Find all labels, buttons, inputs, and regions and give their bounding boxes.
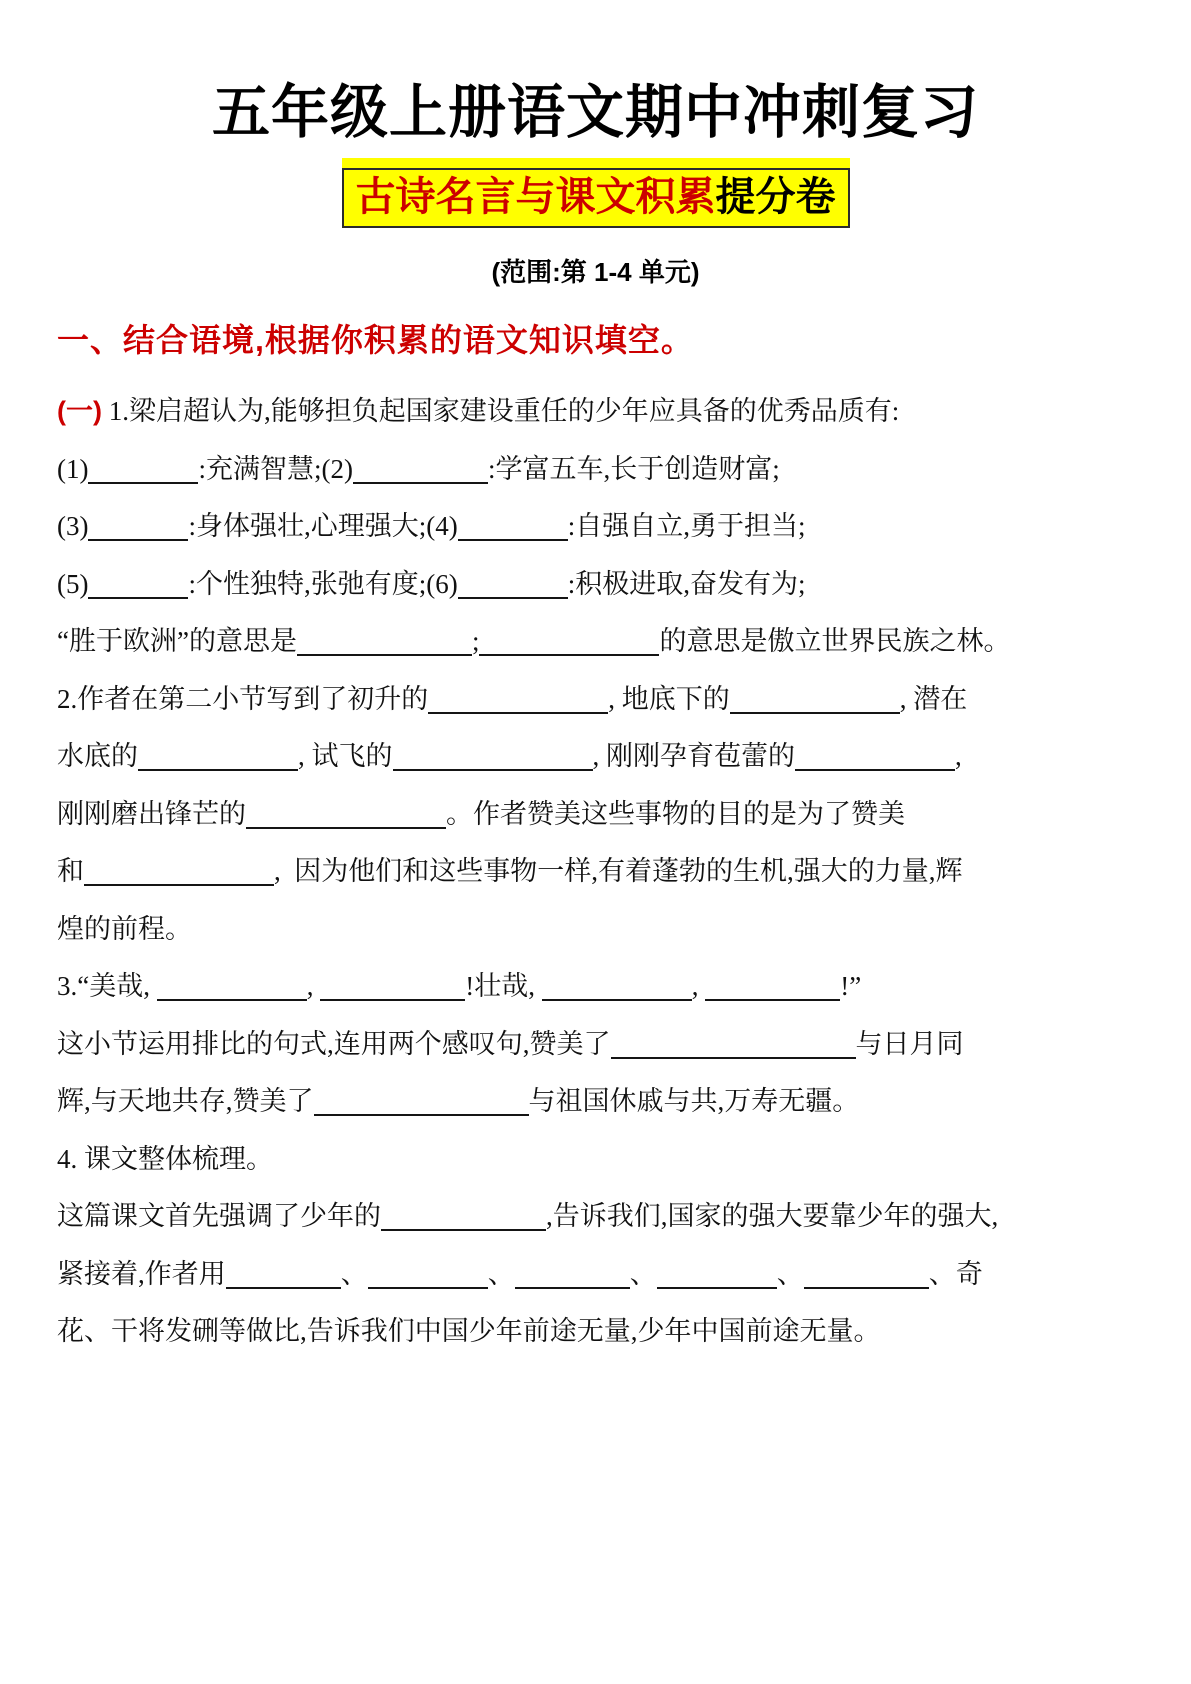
text-segment: 辉,与天地共存,赞美了	[57, 1086, 314, 1116]
text-line	[57, 613, 1135, 671]
fill-in-blank	[458, 593, 568, 599]
banner-row	[0, 158, 1191, 228]
fill-in-blank	[157, 995, 307, 1001]
text-segment: 水底的	[57, 741, 138, 771]
text-segment: :个性独特,张弛有度;(6)	[188, 568, 458, 599]
text-segment: 、	[340, 1258, 368, 1289]
fill-in-blank	[84, 880, 274, 886]
text-segment: 与祖国休戚与共,万寿无疆。	[528, 1086, 860, 1116]
fill-in-blank	[314, 1110, 529, 1116]
text-line	[57, 441, 1135, 499]
text-line	[57, 1073, 1135, 1131]
fill-in-blank	[428, 708, 608, 714]
text-segment: (一)	[57, 396, 102, 426]
text-segment: 。作者赞美这些事物的目的是为了赞美	[446, 798, 905, 829]
text-segment: :自强自立,勇于担当;	[567, 511, 806, 541]
text-segment: 、奇	[928, 1258, 983, 1289]
text-segment: ,	[955, 741, 962, 771]
text-segment: 与日月同	[855, 1028, 964, 1059]
text-segment: (3)	[57, 511, 89, 541]
text-line	[57, 1131, 1135, 1189]
text-segment: :充满智慧;(2)	[198, 453, 353, 484]
text-segment: ,	[306, 971, 321, 1001]
fill-in-blank	[730, 708, 900, 714]
text-segment: 紧接着,作者用	[57, 1258, 226, 1289]
text-segment: :身体强壮,心理强大;(4)	[188, 511, 458, 541]
fill-in-blank	[804, 1283, 929, 1289]
fill-in-blank	[393, 765, 593, 771]
fill-in-blank	[138, 765, 298, 771]
text-segment: “胜于欧洲”的意思是	[57, 626, 297, 656]
text-segment: 4. 课文整体梳理。	[57, 1143, 273, 1174]
fill-in-blank	[515, 1283, 630, 1289]
text-segment: 花、干将发硎等做比,告诉我们中国少年前途无量,少年中国前途无量。	[57, 1316, 881, 1346]
fill-in-blank	[368, 1283, 488, 1289]
text-segment: 、	[776, 1258, 804, 1289]
scope-note: (范围:第 1-4 单元)	[491, 257, 700, 287]
fill-in-blank	[795, 765, 955, 771]
fill-in-blank	[88, 593, 188, 599]
text-line	[57, 671, 1135, 729]
text-line	[57, 498, 1135, 556]
text-line	[57, 901, 1135, 959]
text-segment: 煌的前程。	[57, 913, 192, 944]
text-segment: !”	[840, 971, 862, 1001]
fill-in-blank	[705, 995, 840, 1001]
text-segment: (5)	[57, 568, 89, 599]
fill-in-blank	[226, 1283, 341, 1289]
fill-in-blank	[297, 650, 472, 656]
text-segment: ,	[691, 971, 706, 1001]
fill-in-blank	[246, 823, 446, 829]
text-segment: !壮哉,	[465, 971, 542, 1001]
text-line	[57, 1016, 1135, 1074]
fill-in-blank	[458, 535, 568, 541]
text-segment: 这小节运用排比的句式,连用两个感叹句,赞美了	[57, 1028, 611, 1059]
text-segment: 的意思是傲立世界民族之林。	[659, 626, 1011, 656]
text-segment: 2.作者在第二小节写到了初升的	[57, 683, 429, 714]
text-segment: , 刚刚孕育苞蕾的	[592, 741, 795, 771]
text-segment: , 因为他们和这些事物一样,有着蓬勃的生机,强大的力量,辉	[274, 856, 963, 886]
text-segment: 、	[487, 1258, 515, 1289]
banner-highlight-text: 古诗名言与课文积累	[355, 175, 716, 219]
text-line	[57, 383, 1135, 441]
text-line	[57, 1303, 1135, 1361]
text-segment: 刚刚磨出锋芒的	[57, 798, 246, 829]
text-segment: 和	[57, 856, 84, 886]
fill-in-blank	[611, 1053, 856, 1059]
text-segment: (1)	[57, 453, 89, 484]
text-line	[57, 843, 1135, 901]
fill-in-blank	[88, 535, 188, 541]
text-segment: , 地底下的	[608, 683, 730, 714]
text-segment: ;	[471, 626, 480, 656]
fill-in-blank	[353, 478, 488, 484]
text-line	[57, 1246, 1135, 1304]
banner-suffix-text: 提分卷	[715, 175, 836, 219]
page-title: 五年级上册语文期中冲刺复习	[211, 80, 979, 145]
text-segment: :积极进取,奋发有为;	[567, 568, 806, 599]
text-segment: , 试飞的	[298, 741, 393, 771]
text-line	[57, 1188, 1135, 1246]
fill-in-blank	[657, 1283, 777, 1289]
text-line	[57, 958, 1135, 1016]
banner-highlight-glow	[342, 158, 850, 228]
text-segment: 、	[629, 1258, 657, 1289]
fill-in-blank	[88, 478, 198, 484]
text-segment: ,告诉我们,国家的强大要靠少年的强大,	[546, 1201, 999, 1231]
section-heading: 一、结合语境,根据你积累的语文知识填空。	[57, 322, 694, 358]
text-segment: 这篇课文首先强调了少年的	[57, 1201, 381, 1231]
text-segment: :学富五车,长于创造财富;	[487, 453, 780, 484]
fill-in-blank	[542, 995, 692, 1001]
text-segment: , 潜在	[899, 683, 968, 714]
worksheet-body	[0, 383, 1191, 1361]
text-segment: 1.梁启超认为,能够担负起国家建设重任的少年应具备的优秀品质有:	[101, 396, 900, 426]
fill-in-blank	[479, 650, 659, 656]
text-segment: 3.“美哉,	[57, 971, 157, 1001]
banner	[342, 168, 850, 228]
text-line	[57, 728, 1135, 786]
text-line	[57, 556, 1135, 614]
fill-in-blank	[381, 1225, 546, 1231]
text-line	[57, 786, 1135, 844]
fill-in-blank	[320, 995, 465, 1001]
